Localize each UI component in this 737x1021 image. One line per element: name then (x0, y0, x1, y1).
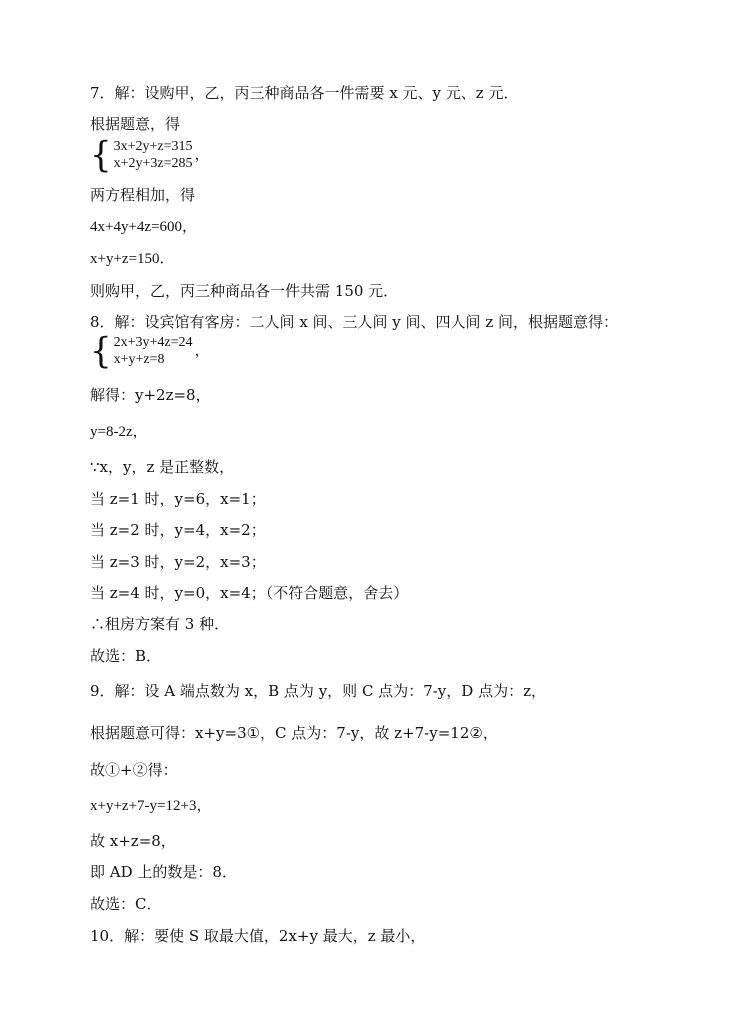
q9-solution-intro: 9．解：设 A 端点数为 x，B 点为 y，则 C 点为：7-y，D 点为：z， (90, 682, 546, 700)
q8-equation-system (90, 330, 210, 372)
q7-conclusion: 则购甲，乙，丙三种商品各一件共需 150 元． (90, 282, 399, 300)
q8-system-comma: ， (194, 340, 210, 359)
q8-answer: 故选：B． (90, 647, 162, 665)
q8-solution-intro: 8．解：设宾馆有客房：二人间 x 间、三人间 y 间、四人间 z 间，根据题意得： (90, 313, 618, 331)
q7-sum-equation: 4x+4y+4z=600， (90, 219, 198, 235)
q8-equation-2: x+y+z=8 (113, 352, 165, 367)
q9-add-equations: 故①+②得： (90, 761, 178, 779)
q8-equation-1: 2x+3y+4z=24 (113, 335, 193, 350)
q7-equation-1: 3x+2y+z=315 (113, 139, 193, 154)
q9-result: 故 x+z=8， (90, 832, 176, 850)
q8-solve: 解得：y+2z=8， (90, 386, 211, 404)
q8-plan-count: ∴租房方案有 3 种． (90, 615, 230, 633)
q7-system-comma: ， (194, 144, 210, 163)
left-brace: { (90, 330, 112, 372)
q8-case-4: 当 z=4 时，y=0，x=4；（不符合题意，舍去） (90, 584, 409, 602)
q7-according: 根据题意，得 (90, 115, 181, 133)
q7-solution-intro: 7．解：设购甲，乙，丙三种商品各一件需要 x 元、y 元、z 元． (90, 84, 519, 102)
q7-equation-system (90, 134, 210, 176)
left-brace: { (90, 134, 112, 176)
q8-case-3: 当 z=3 时，y=2，x=3； (90, 553, 266, 571)
q8-y-expression: y=8-2z， (90, 424, 148, 440)
q8-positive-integers: ∵x，y，z 是正整数， (90, 458, 235, 476)
q8-case-2: 当 z=2 时，y=4，x=2； (90, 521, 266, 539)
q8-case-1: 当 z=1 时，y=6，x=1； (90, 490, 266, 508)
q10-solution-intro: 10．解：要使 S 取最大值，2x+y 最大，z 最小， (90, 927, 426, 945)
q9-answer: 故选：C． (90, 895, 162, 913)
q7-add-equations: 两方程相加，得 (90, 186, 196, 204)
q9-conditions: 根据题意可得：x+y=3①，C 点为：7-y，故 z+7-y=12②， (90, 724, 498, 742)
q7-result-equation: x+y+z=150． (90, 251, 175, 267)
q9-sum-equation: x+y+z+7-y=12+3， (90, 798, 212, 814)
q7-equation-2: x+2y+3z=285 (113, 156, 193, 171)
q9-ad-value: 即 AD 上的数是：8． (90, 863, 237, 881)
